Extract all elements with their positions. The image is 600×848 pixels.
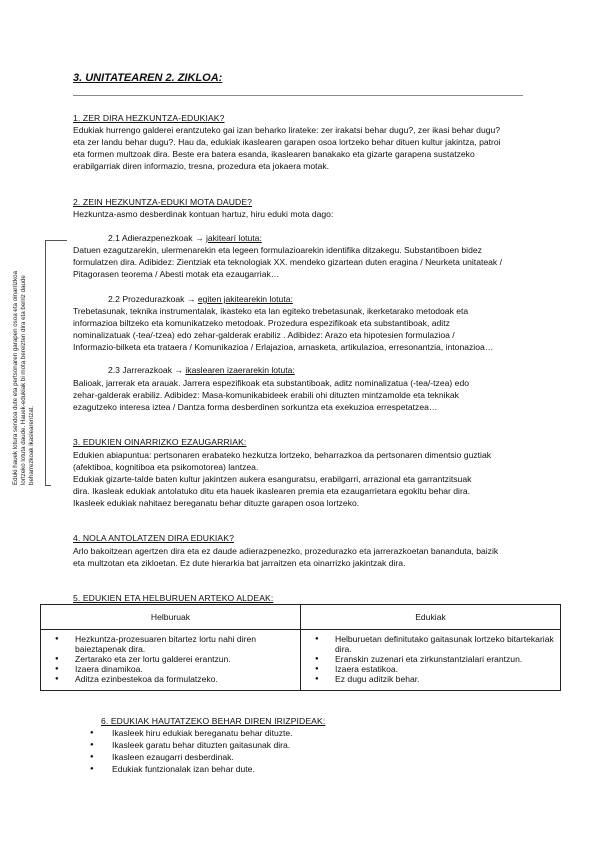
table-cell-edukiak [301, 630, 561, 691]
text-line: ezagutzeko interesa iztea / Dantza forma desberdinen sorkuntza eta exekuzioa errespetatzea… [73, 402, 438, 412]
list-item: ● Ikasleek hiru edukiak bereganatu behar dituzte. [90, 727, 293, 739]
list-item: ● Eranskin zuzenari eta zirkunstantzialari erantzun. [335, 654, 554, 664]
text-line: zehar-galderak erabiliz. Adibidez: Masa-komunikabideek erabili ohi dituzten mintzamolde eta teknikak [73, 390, 459, 400]
section-2-heading: 2. ZEIN HEZKUNTZA-EDUKI MOTA DAUDE? [73, 197, 253, 207]
subsection-link: egiten jakitearekin lotuta: [197, 294, 293, 304]
list-item: ● Izaera dinamikoa. [75, 664, 294, 674]
subsection-2-3-body [73, 377, 528, 413]
section-3-body [73, 449, 528, 509]
column-header-edukiak: Edukiak [301, 605, 561, 630]
table-cell-helburuak [41, 630, 301, 691]
text-line: informazioa biltzeko eta komunikatzeko metodoak. Prozedura espezifikoak eta substantiboak, aditz [73, 318, 450, 328]
section-4-body [73, 545, 528, 569]
side-note-line: lortzeko lotuta daude. Hauek-edukiak bi mota bereizten dira eta berriz daude [20, 275, 27, 485]
subsection-2-1-body [73, 244, 528, 280]
list-item: ● Zertarako eta zer lortu galderei erantzun. [75, 654, 294, 664]
subsection-label: 2.1 Adierazpenezkoak → [108, 233, 204, 243]
table-header-row [41, 605, 561, 630]
side-note [10, 195, 70, 485]
text-line: Edukiak hurrengo galderei erantzuteko gai izan beharko lirateke: zer irakatsi behar dugu?, zer ikasi behar dugu? [73, 125, 501, 135]
text-line: Pitagorasen teorema / Abesti motak eta ezaugarriak… [73, 269, 280, 279]
section-4-heading: 4. NOLA ANTOLATZEN DIRA EDUKIAK? [73, 533, 234, 543]
list-item: ● Aditza ezinbestekoa da formulatzeko. [75, 674, 294, 684]
subsection-2-1-title [108, 233, 262, 243]
section-6-heading: 6. EDUKIAK HAUTATZEKO BEHAR DIREN IRIZPIDEAK: [101, 716, 326, 726]
subsection-link: ikaslearen izaerarekin lotuta: [185, 365, 295, 375]
text-line: Edukiak gizarte-talde baten kultur jakintzen aukera esanguratsu, erabilgarri, arrazional eta garrantzitsuak [73, 474, 472, 484]
text-line: eta zer landu behar dugu?. Hau da, edukiak ikaslearen garapen osoa lortzeko behar dituen kultur jakintza, patroi [73, 137, 501, 147]
page-title: 3. UNITATEAREN 2. ZIKLOA: [73, 72, 223, 84]
side-bracket-tick [45, 240, 67, 241]
list-item: ● Hezkuntza-prozesuaren bitartez lortu nahi diren baieztapenak dira. [75, 634, 294, 654]
criteria-list [90, 727, 293, 775]
text-line: formulatzen dira. Adibidez: Zientziak eta teknologiak XX. mendeko gizartean duten eragina / Neurketa unitateak / [73, 257, 502, 267]
list-item: ● Helburuetan definitutako gaitasunak lortzeko bitartekariak dira. [335, 634, 554, 654]
text-line: Arlo bakoitzean agertzen dira eta ez daude adierazpenezko, prozedurazko eta jarrerazkoetan bananduta, baizik [73, 546, 499, 556]
text-line: nominalizatuak (-tea/-tzea) edo zehar-galderak erabiliz . Adibidez: Arazo eta hipotesien formulazioa / [73, 330, 455, 340]
subsection-2-3-title [108, 365, 295, 375]
text-line: erabilgarriak diren informazio, tresna, prozedura eta jokaera motak. [73, 161, 330, 171]
section-1-heading: 1. ZER DIRA HEZKUNTZA-EDUKIAK? [73, 113, 225, 123]
text-line: eta multzotan eta zikloetan. Ez dute hierarkia bat jarraitzen eta oinarrizko jakintzak dira. [73, 558, 406, 568]
text-line: Edukien abiapuntua: pertsonaren erabateko hezkutza lortzeko, beharrazkoa da pertsonaren dimentsio guztiak [73, 450, 492, 460]
list-item: ● Ikasleek garatu behar dituzten gaitasunak dira. [90, 739, 293, 751]
text-line: Ikasleek edukiak nahitaez bereganatu behar dituzte garapen osoa lortzeko. [73, 498, 360, 508]
title-rule [73, 95, 523, 96]
list-item: ● Ez dugu aditzik behar. [335, 674, 554, 684]
text-line: Balioak, jarrerak eta arauak. Jarrera espezifikoak eta substantiboak, aditz nominalizatua (-tea/-tzea) edo [73, 378, 469, 388]
subsection-link: jakitearí lotuta: [205, 233, 262, 243]
side-bracket-line [45, 240, 46, 485]
section-5-heading: 5. EDUKIEN ETA HELBURUEN ARTEKO ALDEAK: [73, 593, 274, 603]
subsection-label: 2.3 Jarrerazkoak → [108, 365, 183, 375]
side-note-line: beharrezkoak ikaslearentzat. [28, 405, 35, 485]
text-line: Trebetasunak, teknika instrumentalak, ikasteko eta lan egiteko trebetasunak, ikerketarako metodoak eta [73, 306, 469, 316]
table-row [41, 630, 561, 691]
side-note-line: Eduki hauek lotura sendoa dute eta pertsonaren garapen osoa eta oinarrizkoa [12, 271, 19, 485]
list-item: ● Izaera estatikoa. [335, 664, 554, 674]
section-1-body [73, 124, 528, 172]
side-bracket-tick [45, 485, 51, 486]
list-item: ● Ikasleen ezaugarri desberdinak. [90, 751, 293, 763]
column-header-helburuak: Helburuak [41, 605, 301, 630]
text-line: Datuen ezagutzarekin, ulermenarekin eta legeen formulazioarekin identifika ditzakegu. Substantiboen bidez [73, 245, 482, 255]
comparison-table [40, 604, 561, 691]
subsection-2-2-title [108, 294, 293, 304]
text-line: dira. Ikasleak edukiak antolatuko ditu eta hauek ikaslearen premia eta ezaugarrietara egokitu behar dira. [73, 486, 470, 496]
list-item: ● Edukiak funtzionalak izan behar dute. [90, 763, 293, 775]
subsection-label: 2.2 Prozedurazkoak → [108, 294, 196, 304]
section-3-heading: 3. EDUKIEN OINARRIZKO EZAUGARRIAK: [73, 437, 247, 447]
subsection-2-2-body [73, 305, 528, 353]
section-2-intro: Hezkuntza-asmo desberdinak kontuan hartuz, hiru eduki mota dago: [73, 209, 334, 219]
text-line: eta formen multzoak dira. Beste era batera esanda, ikaslearen banakako eta gizarte garapena sustatzeko [73, 149, 475, 159]
side-note-text [12, 195, 36, 485]
text-line: Informazio-bilketa eta trataera / Komunikazioa / Erlajazioa, arnasketa, artikulazioa, erresonantzia, intonazioa… [73, 342, 494, 352]
text-line: (afektiboa, kognitiboa eta psikomotorea) lantzea. [73, 462, 259, 472]
